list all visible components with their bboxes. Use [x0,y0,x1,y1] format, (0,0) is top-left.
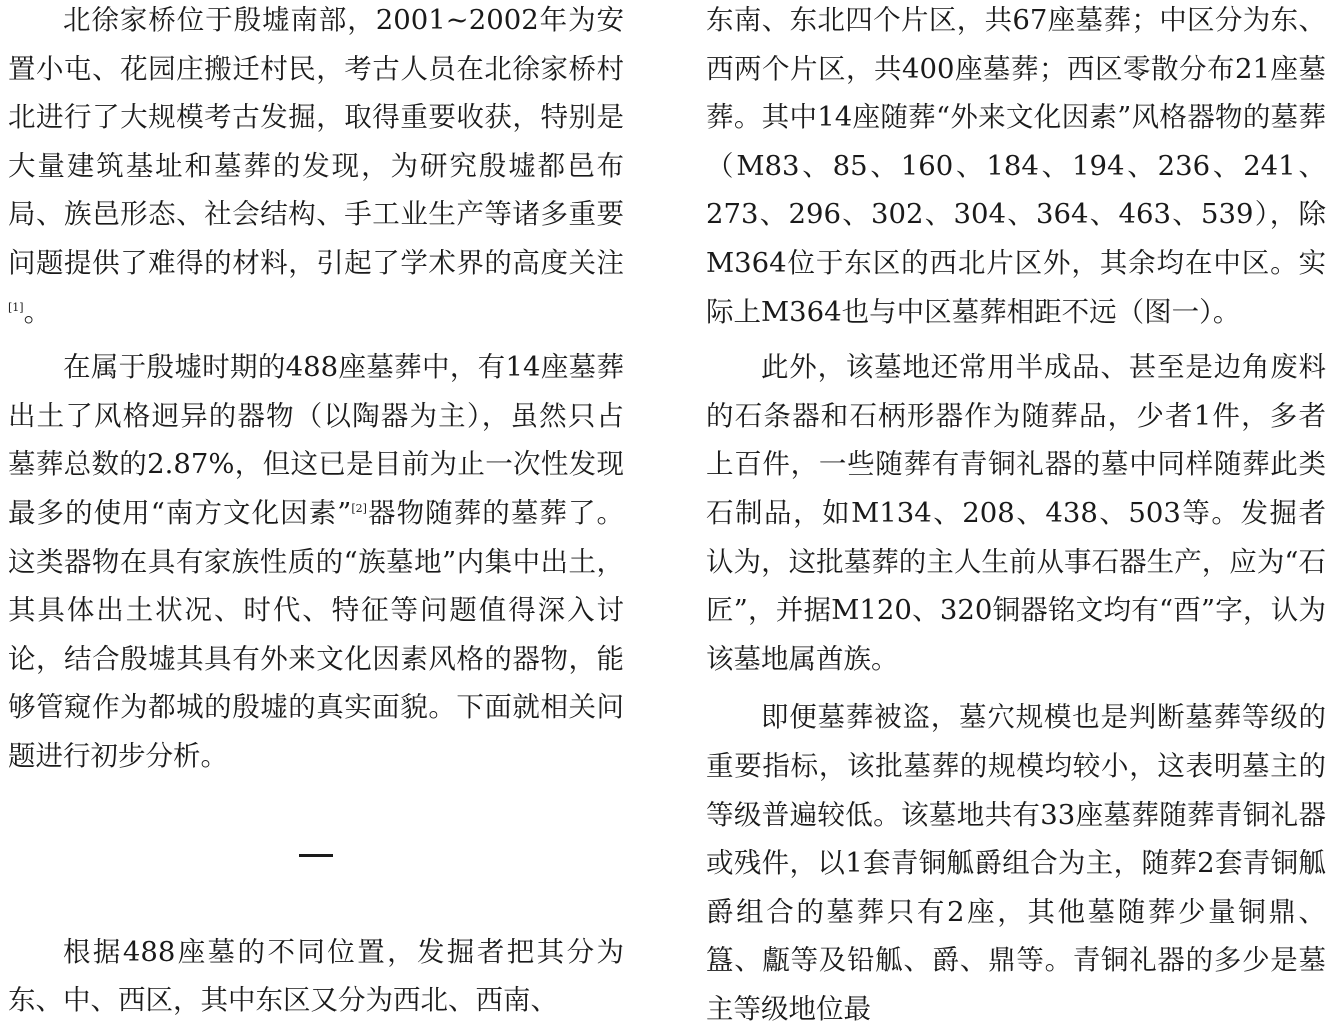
left-column [8,0,624,1025]
burials-overview-text-a: 在属于殷墟时期的488座墓葬中，有14座墓葬出土了风格迥异的器物（以陶器为主），虽然只占墓葬总数的2.87%，但这已是目前为止一次性发现最多的使用“南方文化因素” [8,351,624,529]
tomb-rank-text: 即便墓葬被盗，墓穴规模也是判断墓葬等级的重要指标，该批墓葬的规模均较小，这表明墓主的等级普遍较低。该墓地共有33座墓葬随葬青铜礼器或残件，以1套青铜觚爵组合为主，随葬2套青铜觚爵组合的墓葬只有2座，其他墓随葬少量铜鼎、簋、甗等及铅觚、爵、鼎等。青铜礼器的多少是墓主等级地位最 [706,701,1326,1025]
zone-continuation-paragraph [706,0,1326,336]
burials-overview-text-b: 器物随葬的墓葬了。这类器物在具有家族性质的“族墓地”内集中出土，其具体出土状况、时代、特征等问题值得深入讨论，结合殷墟其具有外来文化因素风格的器物，能够管窥作为都城的殷墟的真实面貌。下面就相关问题进行初步分析。 [8,496,625,772]
zone-division-text: 根据488座墓的不同位置，发掘者把其分为东、中、西区，其中东区又分为西北、西南、 [8,935,624,1017]
tomb-rank-paragraph [706,693,1326,1033]
section-heading-one [8,781,624,928]
footnote-ref-2[interactable]: [2] [351,501,367,515]
intro-paragraph [8,0,624,336]
section-heading-mark [299,854,333,857]
footnote-ref-1[interactable]: [1] [8,300,24,314]
stone-artifacts-text: 此外，该墓地还常用半成品、甚至是边角废料的石条器和石柄形器作为随葬品，少者1件，多者上百件，一些随葬有青铜礼器的墓中同样随葬此类石制品，如M134、208、438、503等。发掘者认为，这批墓葬的主人生前从事石器生产，应为“石匠”，并据M120、320铜器铭文均有“酉”字，认为该墓地属酋族。 [706,351,1326,675]
burials-overview-paragraph [8,343,624,780]
right-column [706,0,1326,1033]
intro-paragraph-end: 。 [23,295,52,328]
zone-continuation-text: 东南、东北四个片区，共67座墓葬；中区分为东、西两个片区，共400座墓葬；西区零散分布21座墓葬。其中14座随葬“外来文化因素”风格器物的墓葬（M83、85、160、184、194、236、241、273、296、302、304、364、463、539），除M364位于东区的西北片区外，其余均在中区。实际上M364也与中区墓葬相距不远（图一）。 [706,4,1326,328]
intro-paragraph-text: 北徐家桥位于殷墟南部，2001~2002年为安置小屯、花园庄搬迁村民，考古人员在北徐家桥村北进行了大规模考古发掘，取得重要收获，特别是大量建筑基址和墓葬的发现，为研究殷墟都邑布局、族邑形态、社会结构、手工业生产等诸多重要问题提供了难得的材料，引起了学术界的高度关注 [8,4,624,279]
zone-division-paragraph [8,928,624,1025]
stone-artifacts-paragraph [706,343,1326,683]
